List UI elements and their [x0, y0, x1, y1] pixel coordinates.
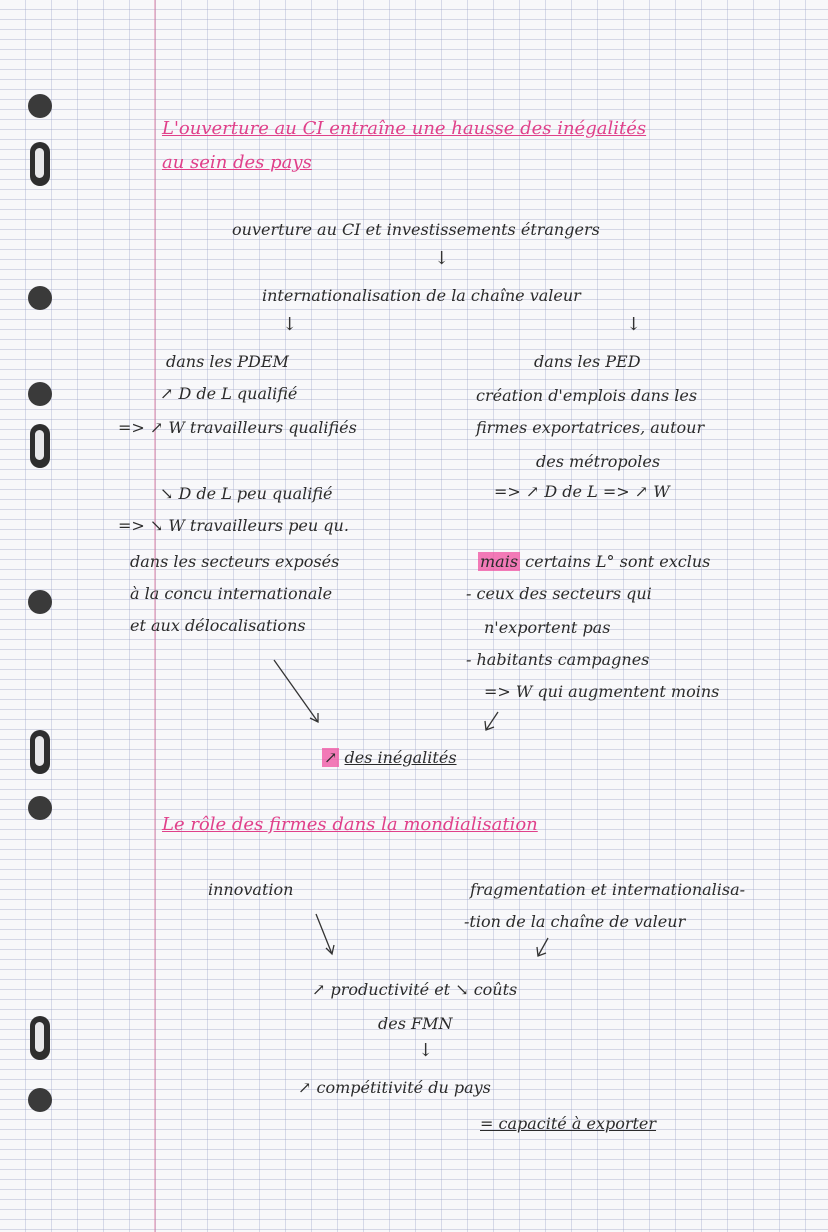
fragmentation-line2: -tion de la chaîne de valeur	[464, 912, 686, 931]
ped-line: firmes exportatrices, autour	[476, 418, 705, 437]
mais-highlight: mais	[480, 552, 519, 571]
down-arrow-icon: ↓	[282, 314, 298, 335]
pdem-line: et aux délocalisations	[130, 616, 306, 635]
pdem-line: ↗ D de L qualifié	[160, 384, 298, 403]
conclusion-line	[322, 748, 457, 767]
diagonal-arrow-line	[538, 938, 548, 956]
pdem-line: à la concu internationale	[130, 584, 333, 603]
fragmentation-line1: fragmentation et internationalisa-	[470, 880, 746, 899]
internationalisation-text: internationalisation de la chaîne valeur	[262, 286, 581, 305]
down-arrow-icon: ↓	[418, 1040, 434, 1061]
pdem-line: dans les secteurs exposés	[130, 552, 340, 571]
productivity-line2: des FMN	[378, 1014, 453, 1033]
section1-title-line2: au sein des pays	[162, 152, 312, 173]
ped-line: - ceux des secteurs qui	[466, 584, 652, 603]
productivity-line1: ↗ productivité et ↘ coûts	[312, 980, 518, 999]
competitiveness-line: ↗ compétitivité du pays	[298, 1078, 491, 1097]
ped-line: => W qui augmentent moins	[484, 682, 720, 701]
innovation-text: innovation	[208, 880, 294, 899]
ped-line: - habitants campagnes	[466, 650, 650, 669]
ped-line: des métropoles	[536, 452, 661, 471]
pdem-line: => ↘ W travailleurs peu qu.	[118, 516, 349, 535]
ped-line: création d'emplois dans les	[476, 386, 698, 405]
diagonal-arrow-line	[274, 660, 318, 722]
export-capacity-line: = capacité à exporter	[480, 1114, 657, 1133]
conclusion-arrow-highlight: ↗	[324, 748, 338, 767]
ped-line: certains L° sont exclus	[525, 552, 711, 571]
section2-title: Le rôle des firmes dans la mondialisation	[162, 814, 538, 835]
conclusion-text: des inégalités	[344, 748, 457, 767]
diagonal-arrow-line	[316, 914, 332, 954]
ped-line: => ↗ D de L => ↗ W	[494, 482, 670, 501]
ped-line: n'exportent pas	[484, 618, 611, 637]
pdem-heading: dans les PDEM	[166, 352, 289, 371]
pdem-line: => ↗ W travailleurs qualifiés	[118, 418, 357, 437]
arrow-head	[537, 947, 546, 956]
down-arrow-icon: ↓	[626, 314, 642, 335]
top-cause-text: ouverture au CI et investissements étrangers	[232, 220, 600, 239]
pdem-line: ↘ D de L peu qualifié	[160, 484, 333, 503]
section1-title-line1: L'ouverture au CI entraîne une hausse des inégalités	[162, 118, 647, 139]
ped-heading: dans les PED	[534, 352, 641, 371]
down-arrow-icon: ↓	[434, 248, 450, 269]
